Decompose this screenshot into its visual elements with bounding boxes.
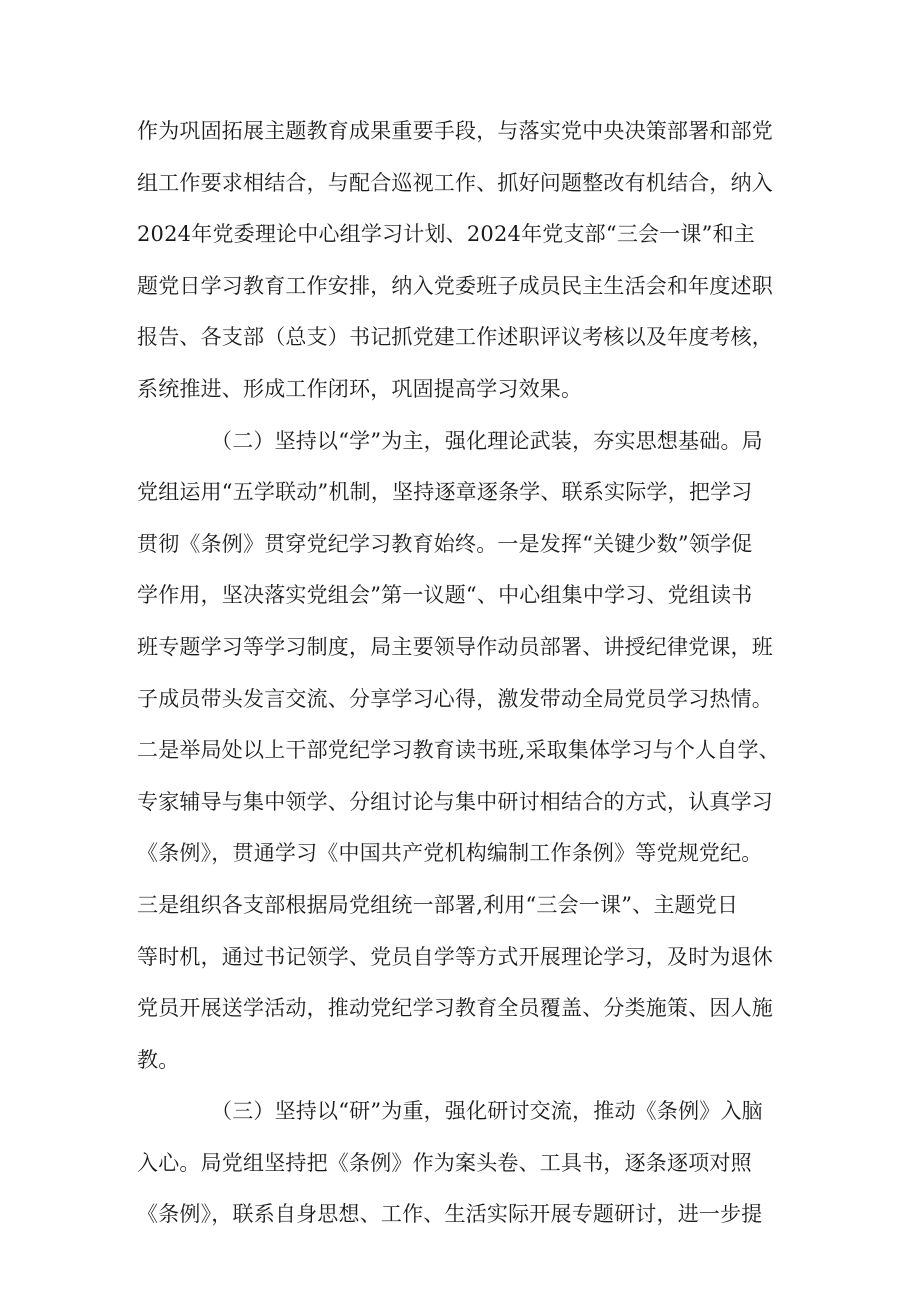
text-line: 贯彻《条例》贯穿党纪学习教育始终。一是发挥“关键少数”领学促 <box>137 531 753 556</box>
text-line: 党员开展送学活动，推动党纪学习教育全员覆盖、分类施策、因人施 <box>137 996 773 1021</box>
text-line: 组工作要求相结合，与配合巡视工作、抓好问题整改有机结合，纳入 <box>137 170 773 195</box>
text-line: 党组运用“五学联动”机制，坚持逐章逐条学、联系实际学，把学习 <box>137 480 753 505</box>
text-line: 题党日学习教育工作安排，纳入党委班子成员民主生活会和年度述职 <box>137 273 773 298</box>
text-line: 等时机，通过书记领学、党员自学等方式开展理论学习，及时为退休 <box>137 944 773 969</box>
text-line: 学作用，坚决落实党组会”第一议题“、中心组集中学习、党组读书 <box>137 583 753 608</box>
text-line: 二是举局处以上干部党纪学习教育读书班,采取集体学习与个人自学、 <box>137 738 780 763</box>
text-line: 子成员带头发言交流、分享学习心得，激发带动全局党员学习热情。 <box>137 686 773 711</box>
text-line: 专家辅导与集中领学、分组讨论与集中研讨相结合的方式，认真学习 <box>137 789 773 814</box>
text-line: 三是组织各支部根据局党组统一部署,利用“三会一课”、主题党日 <box>137 892 739 917</box>
document-body <box>137 106 787 1241</box>
section-heading-line: （二）坚持以“学”为主，强化理论武装，夯实思想基础。局 <box>211 428 763 453</box>
text-line: 教。 <box>137 1047 180 1072</box>
text-line: 班专题学习等学习制度，局主要领导作动员部署、讲授纪律党课，班 <box>137 634 773 659</box>
section-heading-line: （三）坚持以“研”为重，强化研讨交流，推动《条例》入脑 <box>211 1099 763 1124</box>
text-line: 《条例》，联系自身思想、工作、生活实际开展专题研讨，进一步提 <box>137 1202 763 1227</box>
text-line: 入心。局党组坚持把《条例》作为案头卷、工具书，逐条逐项对照 <box>137 1150 752 1175</box>
text-line: 2024年党委理论中心组学习计划、2024年党支部“三会一课”和主 <box>137 222 755 247</box>
text-line: 《条例》，贯通学习《中国共产党机构编制工作条例》等党规党纪。 <box>137 841 763 866</box>
text-line: 作为巩固拓展主题教育成果重要手段，与落实党中央决策部署和部党 <box>137 119 773 143</box>
text-line: 系统推进、形成工作闭环，巩固提高学习效果。 <box>137 376 583 401</box>
text-line: 报告、各支部（总支）书记抓党建工作述职评议考核以及年度考核， <box>137 325 773 350</box>
